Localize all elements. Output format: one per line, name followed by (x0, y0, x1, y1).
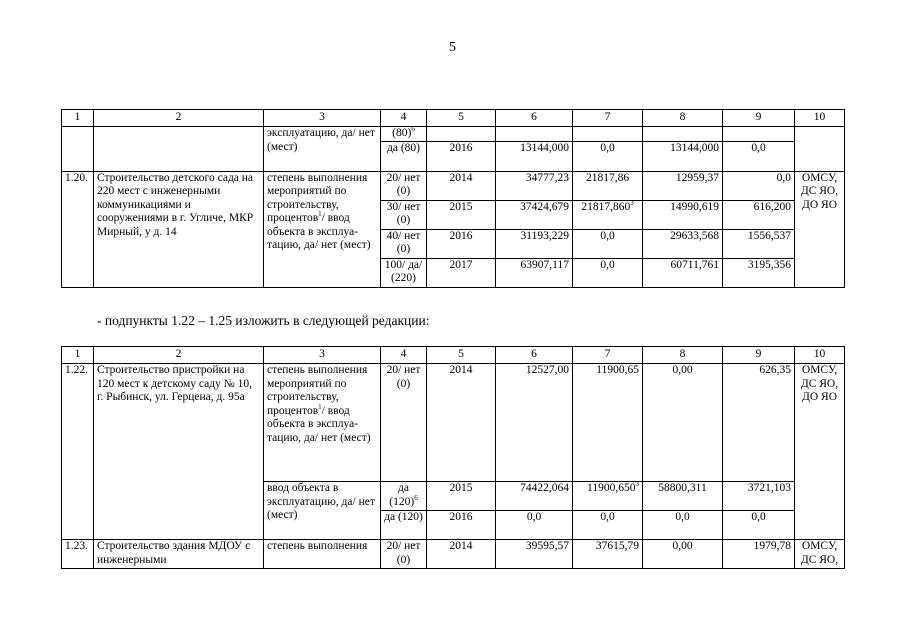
federal-cell: 0,0 (573, 141, 643, 171)
federal-cell: 0,0 (573, 229, 643, 258)
total-cell: 74422,064 (496, 482, 573, 511)
regional-cell: 12959,37 (643, 171, 723, 200)
column-number: 7 (573, 347, 643, 364)
item-number-cell (62, 127, 94, 172)
executor-cell: ОМСУ, ДС ЯО, ДО ЯО (795, 364, 845, 540)
federal-cell: 11900,650$^3$ (573, 482, 643, 511)
column-number: 4 (381, 347, 427, 364)
indicator-cell: да $(120)^6$ (381, 482, 427, 511)
total-cell: 31193,229 (496, 229, 573, 258)
item-number-cell: 1.23. (62, 540, 94, 569)
total-cell: 12527,00 (496, 364, 573, 482)
item-name-cell: Строительство детского сада на 220 мест с инженерными коммуникациями и сооружениями в г. Угличе, МКР Мирный, у д. 14 (94, 171, 264, 287)
indicator-cell: 30/ нет (0) (381, 200, 427, 229)
municipal-cell: 3721,103 (723, 482, 795, 511)
regional-cell: 60711,761 (643, 258, 723, 287)
total-cell (496, 127, 573, 142)
regional-cell (643, 127, 723, 142)
column-number: 1 (62, 110, 94, 127)
column-number: 9 (723, 110, 795, 127)
criterion-cell: эксплуатацию, да/ нет (мест) (264, 127, 381, 172)
regional-cell: 0,0 (643, 511, 723, 540)
federal-cell (573, 127, 643, 142)
municipal-cell: 616,200 (723, 200, 795, 229)
program-table-2 (61, 346, 845, 569)
indicator-cell: 20/ нет (0) (381, 364, 427, 482)
column-number: 3 (264, 110, 381, 127)
criterion-cell: ввод объекта в эксплуатацию, да/ нет (мест) (264, 482, 381, 540)
municipal-cell: 1979,78 (723, 540, 795, 569)
program-table-1 (61, 109, 845, 288)
municipal-cell (723, 127, 795, 142)
total-cell: 39595,57 (496, 540, 573, 569)
item-name-cell: Строительство пристройки на 120 мест к детскому саду № 10, г. Рыбинск, ул. Герцена, д. 95а (94, 364, 264, 540)
total-cell: 13144,000 (496, 141, 573, 171)
column-number: 9 (723, 347, 795, 364)
year-cell: 2014 (427, 364, 496, 482)
column-number: 6 (496, 347, 573, 364)
table-header-row (62, 347, 845, 364)
year-cell: 2014 (427, 171, 496, 200)
column-number: 1 (62, 347, 94, 364)
indicator-cell: 20/ нет (0) (381, 171, 427, 200)
regional-cell: 0,00 (643, 540, 723, 569)
municipal-cell: 0,0 (723, 511, 795, 540)
regional-cell: 0,00 (643, 364, 723, 482)
regional-cell: 13144,000 (643, 141, 723, 171)
criterion-cell: степень выполнения мероприятий по строительству, процентов$^1$/ ввод объекта в эксплуа-тацию, да/ нет (мест) (264, 364, 381, 482)
item-number-cell: 1.20. (62, 171, 94, 287)
column-number: 2 (94, 347, 264, 364)
executor-cell: ОМСУ, ДС ЯО, (795, 540, 845, 569)
federal-cell: 37615,79 (573, 540, 643, 569)
column-number: 3 (264, 347, 381, 364)
indicator-cell: 20/ нет (0) (381, 540, 427, 569)
column-number: 8 (643, 110, 723, 127)
total-cell: 63907,117 (496, 258, 573, 287)
column-number: 2 (94, 110, 264, 127)
page-number: 5 (449, 40, 456, 55)
criterion-cell: степень выполнения мероприятий по строительству, процентов$^1$/ ввод объекта в эксплуа-тацию, да/ нет (мест) (264, 171, 381, 287)
total-cell: 37424,679 (496, 200, 573, 229)
column-number: 8 (643, 347, 723, 364)
year-cell: 2016 (427, 141, 496, 171)
total-cell: 34777,23 (496, 171, 573, 200)
indicator-cell: 40/ нет (0) (381, 229, 427, 258)
year-cell (427, 127, 496, 142)
year-cell: 2015 (427, 482, 496, 511)
federal-cell: 0,0 (573, 258, 643, 287)
executor-cell (795, 127, 845, 172)
amendment-note: - подпункты 1.22 – 1.25 изложить в следующей редакции: (97, 313, 430, 328)
table-row (62, 364, 845, 482)
table-header-row (62, 110, 845, 127)
column-number: 5 (427, 347, 496, 364)
column-number: 4 (381, 110, 427, 127)
table-row (62, 127, 845, 142)
federal-cell: 11900,65 (573, 364, 643, 482)
table-row (62, 540, 845, 569)
item-name-cell (94, 127, 264, 172)
year-cell: 2016 (427, 511, 496, 540)
column-number: 10 (795, 110, 845, 127)
item-number-cell: 1.22. (62, 364, 94, 540)
federal-cell: 21817,860$^3$ (573, 200, 643, 229)
year-cell: 2014 (427, 540, 496, 569)
item-name-cell: Строительство здания МДОУ с инженерными (94, 540, 264, 569)
federal-cell: 21817,86 (573, 171, 643, 200)
regional-cell: 29633,568 (643, 229, 723, 258)
year-cell: 2016 (427, 229, 496, 258)
municipal-cell: 0,0 (723, 171, 795, 200)
municipal-cell: 0,0 (723, 141, 795, 171)
indicator-cell: да (80) (381, 141, 427, 171)
column-number: 5 (427, 110, 496, 127)
year-cell: 2015 (427, 200, 496, 229)
column-number: 6 (496, 110, 573, 127)
indicator-cell: 100/ да/ (220) (381, 258, 427, 287)
total-cell: 0,0 (496, 511, 573, 540)
executor-cell: ОМСУ, ДС ЯО, ДО ЯО (795, 171, 845, 287)
regional-cell: 58800,311 (643, 482, 723, 511)
regional-cell: 14990,619 (643, 200, 723, 229)
federal-cell: 0,0 (573, 511, 643, 540)
column-number: 10 (795, 347, 845, 364)
indicator-cell: $(80)^6$ (381, 127, 427, 142)
year-cell: 2017 (427, 258, 496, 287)
municipal-cell: 626,35 (723, 364, 795, 482)
municipal-cell: 3195,356 (723, 258, 795, 287)
indicator-cell: да (120) (381, 511, 427, 540)
criterion-cell: степень выполнения (264, 540, 381, 569)
column-number: 7 (573, 110, 643, 127)
table-row (62, 171, 845, 200)
municipal-cell: 1556,537 (723, 229, 795, 258)
